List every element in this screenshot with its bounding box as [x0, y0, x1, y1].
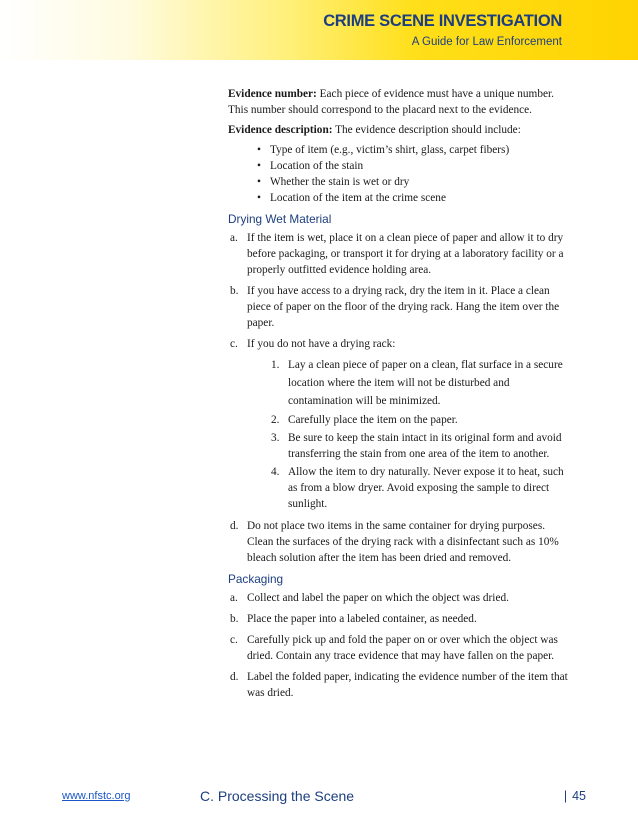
evidence-description-text: The evidence description should include: [335, 124, 521, 136]
footer-website-link[interactable]: www.nfstc.org [62, 790, 131, 802]
page-separator: | [563, 789, 568, 803]
list-item: • Location of the stain [257, 160, 364, 172]
evidence-number-label: Evidence number: [228, 88, 317, 100]
main-content [228, 86, 568, 706]
evidence-number-text: Each piece of evidence must have a unique number. This number should correspond to the placard next to the evidence. [228, 88, 554, 116]
footer-section-title: C. Processing the Scene [200, 788, 355, 804]
evidence-description-list [228, 142, 568, 206]
page-number-value: 45 [572, 789, 586, 803]
list-item: c. If you do not have a drying rack: 1. Lay a clean piece of paper on a clean, flat surface in a secure location where the item will not be disturbed and contamination will be minimized. 2. Carefully place the item on the paper. 3. Be sure to keep the stain intact in its original form and avoid transferring the stain from one area of the item to another. 4. Allow the item to dry naturally. Never expose it to heat, such as from a blow dryer. Avoid exposing the sample to direct sunlight. [228, 336, 568, 512]
list-item: 1. Lay a clean piece of paper on a clean, flat surface in a secure location where the item will not be disturbed and contamination will be minimized. [271, 359, 563, 407]
list-item: • Whether the stain is wet or dry [257, 176, 410, 188]
bullet-icon: • [257, 176, 261, 188]
evidence-description-label: Evidence description: [228, 124, 333, 136]
list-item: 3. Be sure to keep the stain intact in its original form and avoid transferring the stain from one area of the item to another. [271, 432, 562, 460]
list-item: • Type of item (e.g., victim’s shirt, glass, carpet fibers) [257, 144, 510, 156]
list-item: a. Collect and label the paper on which the object was dried. [230, 592, 509, 604]
list-item: c. Carefully pick up and fold the paper on or over which the object was dried. Contain any trace evidence that may have fallen on the paper. [230, 634, 558, 662]
evidence-description-paragraph [228, 122, 568, 138]
drying-sub-steps [247, 356, 568, 512]
list-item: b. If you have access to a drying rack, dry the item in it. Place a clean piece of paper on the floor of the drying rack. Hang the item over the paper. [230, 285, 560, 329]
list-item: d. Label the folded paper, indicating the evidence number of the item that was dried. [230, 671, 568, 699]
list-item: d. Do not place two items in the same container for drying purposes. Clean the surfaces of the drying rack with a disinfectant such as 10% bleach solution after the item has been dried and removed. [230, 520, 559, 564]
list-item: 2. Carefully place the item on the paper. [271, 414, 458, 426]
bullet-icon: • [257, 144, 261, 156]
list-item: a. If the item is wet, place it on a clean piece of paper and allow it to dry before packaging, or transport it for drying at a laboratory facility or a properly outfitted evidence holding area. [230, 232, 564, 276]
evidence-number-paragraph [228, 86, 568, 118]
list-item: • Location of the item at the crime scene [257, 192, 446, 204]
list-item: 4. Allow the item to dry naturally. Never expose it to heat, such as from a blow dryer. Avoid exposing the sample to direct sunlight. [271, 466, 564, 510]
header-title: CRIME SCENE INVESTIGATION [323, 12, 562, 30]
packaging-heading: Packaging [228, 572, 284, 586]
page-number [564, 789, 586, 803]
header-subtitle: A Guide for Law Enforcement [411, 36, 562, 48]
bullet-icon: • [257, 192, 261, 204]
bullet-icon: • [257, 160, 261, 172]
drying-heading: Drying Wet Material [228, 212, 332, 226]
list-item: b. Place the paper into a labeled container, as needed. [230, 613, 477, 625]
